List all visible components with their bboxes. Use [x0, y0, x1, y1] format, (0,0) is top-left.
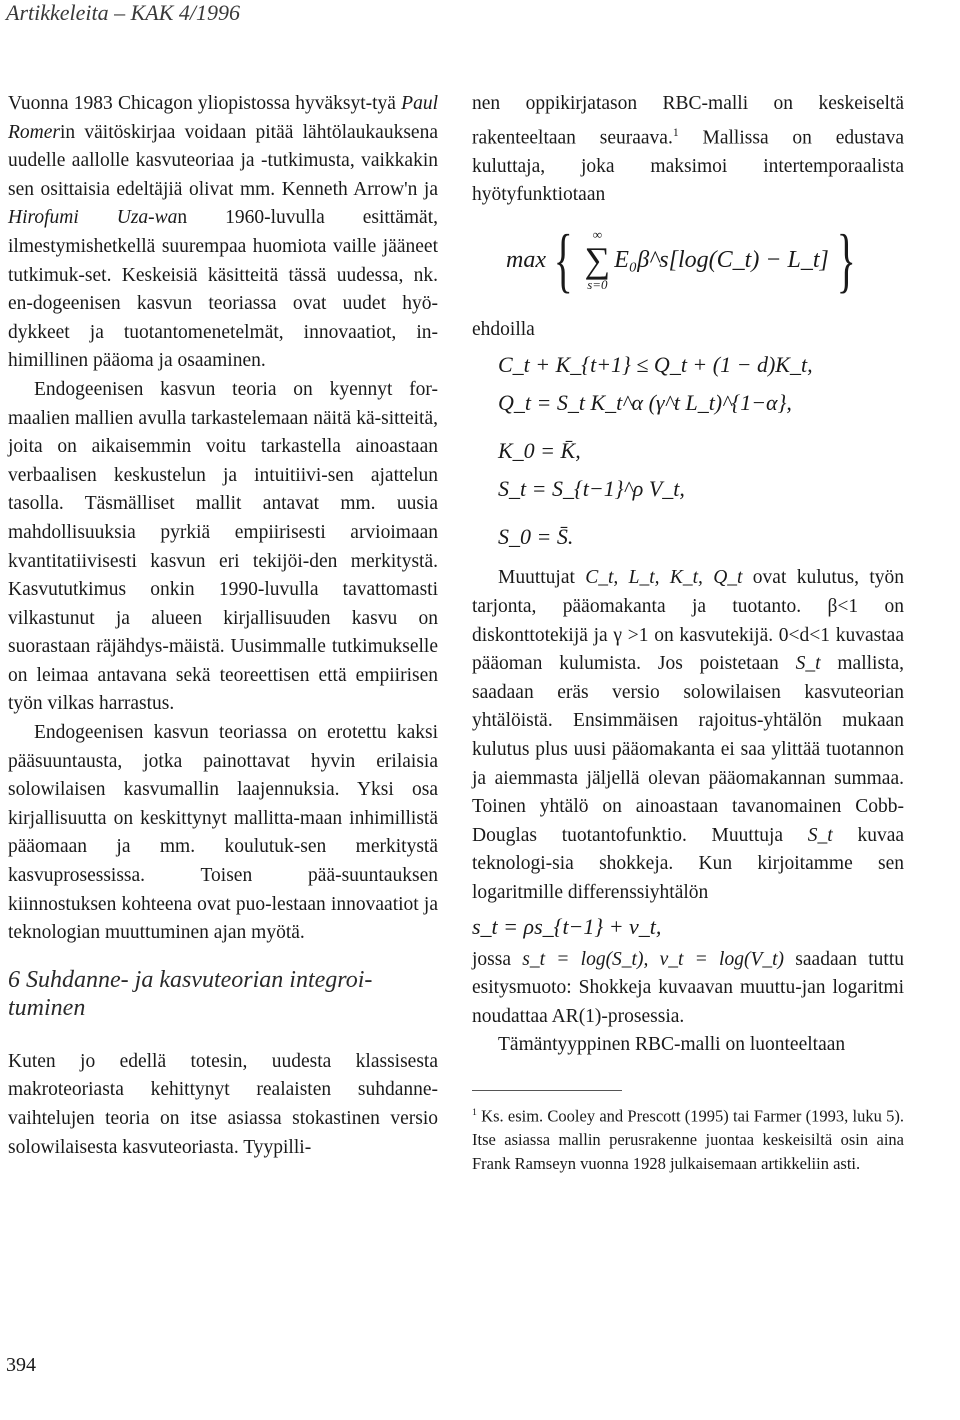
- summation: [585, 228, 611, 292]
- inline-math: S_t: [795, 653, 821, 675]
- footnote-separator: [472, 1090, 622, 1091]
- equation-initial-shock: S_0 = S̄.: [498, 524, 574, 550]
- paragraph: Endogeenisen kasvun teoria on kyennyt for-maalien mallien avulla tarkastelemaan näitä kä-sitteitä, joita on aikaisemmin voitu tarkastella ainoastaan verbaalisen keskustelun ja intuitiivi-sen ajattelun tasolla. Täsmälliset mallit antavat mm. uusia mahdollisuuksia pyrkiä empiirisesti arvioimaan kvantitatiivisesti kasvun eri tekijöi-den merkitystä. Kasvututkimus onkin 1990-luvulla tavattomasti vilkastunut ja alueen kirjallisuuden kasvu on suorastaan räjähdys-mäistä. Uusimmalle tutkimukselle on leimaa antavana sekä teoreettisen että empiirisen työn vilkas harrastus.: [8, 378, 438, 715]
- sum-upper-limit: ∞: [592, 226, 603, 242]
- inline-math: s_t = log(S_t), v_t = log(V_t): [522, 948, 785, 970]
- equation-production: Q_t = S_t K_t^α (γ^t L_t)^{1−α},: [498, 390, 792, 416]
- paragraph: jossa s_t = log(S_t), v_t = log(V_t) saadaan tuttu esitysmuoto: Shokkeja kuvaavan muuttu-jan logaritmi noudattaa AR(1)-prosessia.: [472, 948, 904, 1027]
- author-name: Paul Romer: [8, 93, 438, 143]
- paragraph: Endogeenisen kasvun teoriassa on erotettu kaksi pääsuuntausta, jotka painottavat hyvin erilaisia solowilaisen kasvumallin laajennuksia. Yksi osa kirjallisuutta on keskittynyt mallitta-maan inhimillistä pääomaan ja mm. koulutuk-sen merkitystä kasvuprosessissa. Toisen pää-suuntauksen kiinnostuksen kohteena ovat puo-lestaan innovaatiot ja teknologian muuttuminen ajan myötä.: [8, 722, 438, 944]
- max-operator: max: [506, 246, 546, 273]
- paragraph: Muuttujat C_t, L_t, K_t, Q_t ovat kulutus, työn tarjonta, pääomakanta ja tuotanto. β<1 on diskonttotekijä ja γ >1 on kasvutekijä. 0<d<1 kuvastaa pääoman kulumista. Jos poistetaan S_t mallista, saadaan eräs versio solowilaisen kasvuteorian yhtälöistä. Ensimmäisen rajoitus-yhtälön mukaan kulutus plus uusi pääomakanta ei saa ylittää tuotannon ja aiemmasta jäljellä olevan pääomakannan summaa. Toinen yhtälö on ainoastaan tavanomainen Cobb-Douglas tuotantofunktio. Muuttuja S_t kuvaa teknologi-sia shokkeja. Kun kirjoitamme sen logaritmille differenssiyhtälön: [472, 567, 905, 903]
- inline-math: C_t, L_t, K_t, Q_t: [585, 567, 743, 589]
- constraint-equations: [472, 346, 904, 556]
- equation-ar1: s_t = ρs_{t−1} + v_t,: [472, 913, 662, 939]
- objective-body: E₀β^s[log(C_t) − L_t]: [614, 246, 829, 273]
- left-brace: {: [553, 219, 573, 300]
- paragraph: Tämäntyyppinen RBC-malli on luonteeltaan: [498, 1034, 846, 1056]
- constraints-label: ehdoilla: [472, 318, 535, 340]
- running-head: Artikkeleita – KAK 4/1996: [6, 0, 241, 25]
- left-column: [8, 90, 438, 1162]
- right-brace: }: [836, 219, 856, 300]
- right-column: [472, 90, 904, 1176]
- inline-math: S_t: [807, 824, 833, 846]
- footnote-reference[interactable]: 1: [672, 125, 679, 139]
- footnote: $^1$ Ks. esim. Cooley and Prescott (1995) tai Farmer (1993, luku 5). Itse asiassa mallin perusrakenne juontaa keskeisiltä osin aina Frank Ramseyn vuonna 1928 julkaisemaan artikkeliin asti.: [472, 1106, 904, 1174]
- equation-initial-capital: K_0 = K̄,: [498, 438, 581, 464]
- paragraph: nen oppikirjatason RBC-malli on keskeiseltä rakenteeltaan seuraava.$^1$ Mallissa on edustava kuluttaja, joka maksimoi intertemporaalista hyötyfunktiotaan: [472, 93, 904, 206]
- equation-budget: C_t + K_{t+1} ≤ Q_t + (1 − d)K_t,: [498, 352, 813, 378]
- page-number: 394: [6, 1354, 36, 1376]
- equation-shock: S_t = S_{t−1}^ρ V_t,: [498, 476, 685, 502]
- footnote-mark: 1: [472, 1106, 477, 1118]
- sigma-symbol: ∑: [584, 239, 611, 280]
- objective-function: [472, 210, 904, 310]
- paragraph: Kuten jo edellä totesin, uudesta klassisesta makroteoriasta kehittynyt realaisten suhdanne-vaihtelujen teoria on itse asiassa stokastinen versio solowilaisesta kasvuteoriasta. Tyypilli-: [8, 1050, 438, 1158]
- paragraph: Vuonna 1983 Chicagon yliopistossa hyväksyt-tyä Paul Romerin väitöskirjaa voidaan pitää lähtölaukauksena uudelle aallolle kasvuteoriaa ja -tutkimusta, vaikkakin sen osittaisia edeltäjiä olivat mm. Kenneth Arrow'n ja Hirofumi Uza-wan 1960-luvulla esittämät, ilmestymishetkellä suurempaa huomiota vaille jääneet tutkimuk-set. Keskeisiä käsitteitä tässä uudessa, nk. en-dogeenisen kasvun teoriassa ovat uudet hyö-dykkeet ja tuotantomenetelmät, innovaatiot, in-himillinen pääoma ja osaaminen.: [8, 93, 438, 372]
- author-name: Hirofumi Uza-wa: [8, 207, 178, 229]
- sum-lower-limit: s=0: [587, 276, 608, 292]
- section-heading: 6 Suhdanne- ja kasvuteorian integroi-tuminen: [8, 966, 373, 1021]
